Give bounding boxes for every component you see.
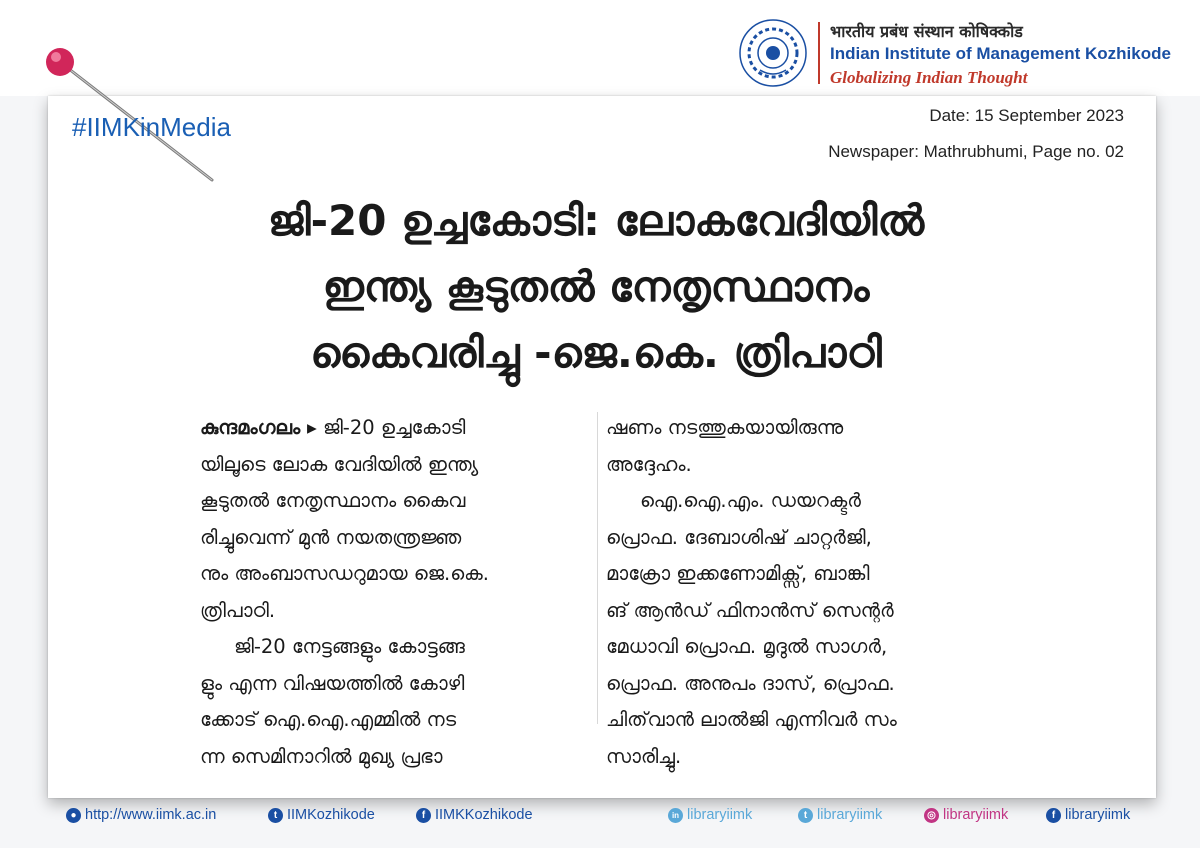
- article-headline: [196, 188, 996, 386]
- column-divider: [597, 412, 598, 724]
- article-line: ഷണം നടത്തുകയായിരുന്നു: [606, 416, 844, 439]
- article-line: ജി-20 നേട്ടങ്ങളും കോട്ടങ്ങ: [234, 635, 465, 658]
- instagram-library-link[interactable]: [924, 807, 1008, 823]
- facebook-icon: f: [1046, 808, 1061, 823]
- article-line: പ്രൊഫ. അനുപം ദാസ്, പ്രൊഫ.: [606, 671, 895, 695]
- linkedin-handle: libraryiimk: [687, 807, 753, 823]
- facebook-library-handle: libraryiimk: [1065, 807, 1131, 823]
- facebook-handle: IIMKKozhikode: [435, 807, 533, 823]
- iimk-seal-logo: [738, 18, 808, 88]
- logo-divider: [818, 22, 820, 84]
- article-line: കുന്ദമംഗലം ▸ ജി-20 ഉച്ചകോടി: [200, 416, 466, 439]
- article-line: ചിത്‌വാൻ ലാൽജി എന്നിവർ സം: [606, 708, 897, 731]
- dateline: കുന്ദമംഗലം ▸: [200, 416, 317, 439]
- hashtag-label: #IIMKinMedia: [72, 112, 231, 142]
- article-line: ളും എന്ന വിഷയത്തിൽ കോഴി: [200, 671, 465, 695]
- article-line: മേധാവി പ്രൊഫ. മൃദുൽ സാഗർ,: [606, 635, 888, 658]
- article-column-left: [200, 410, 592, 775]
- article-line: പ്രൊഫ. ദേബാശിഷ് ചാറ്റർജി,: [606, 525, 872, 549]
- facebook-icon: f: [416, 808, 431, 823]
- publication-date: Date: 15 September 2023: [929, 106, 1124, 125]
- linkedin-icon: in: [668, 808, 683, 823]
- twitter-icon: t: [268, 808, 283, 823]
- article-line: അദ്ദേഹം.: [606, 452, 692, 476]
- article-column-right: [606, 410, 998, 775]
- institute-tagline: Globalizing Indian Thought: [830, 68, 1028, 87]
- headline-line: കൈവരിച്ചു -ജെ.കെ. ത്രിപാഠി: [310, 328, 882, 377]
- article-line: ക്കോട് ഐ.ഐ.എമ്മിൽ നട: [200, 708, 457, 731]
- twitter-icon: t: [798, 808, 813, 823]
- article-line: മാക്രോ ഇക്കണോമിക്സ്, ബാങ്കി: [606, 562, 870, 585]
- headline-line: ജി-20 ഉച്ചകോടി: ലോകവേദിയിൽ: [267, 196, 925, 245]
- globe-icon: ●: [66, 808, 81, 823]
- instagram-handle: libraryiimk: [943, 807, 1009, 823]
- facebook-library-link[interactable]: [1046, 807, 1130, 823]
- facebook-link[interactable]: [416, 807, 533, 823]
- website-link[interactable]: [66, 807, 216, 823]
- twitter-library-handle: libraryiimk: [817, 807, 883, 823]
- linkedin-library-link[interactable]: [668, 807, 752, 823]
- headline-line: ഇന്ത്യ കൂടുതൽ നേതൃസ്ഥാനം: [322, 262, 870, 311]
- article-line: ഐ.ഐ.എം. ഡയറക്ടർ: [640, 489, 861, 512]
- newspaper-source: Newspaper: Mathrubhumi, Page no. 02: [828, 142, 1124, 161]
- article-line: ങ് ആൻഡ് ഫിനാൻസ് സെന്റർ: [606, 598, 894, 622]
- article-line: രിച്ചുവെന്ന് മുൻ നയതന്ത്രജ്ഞ: [200, 525, 462, 549]
- article-line: നും അംബാസഡറുമായ ജെ.കെ.: [200, 562, 489, 585]
- article-line: ന്ന സെമിനാറിൽ മുഖ്യ പ്രഭാ: [200, 744, 443, 768]
- twitter-handle: IIMKozhikode: [287, 807, 375, 823]
- twitter-library-link[interactable]: [798, 807, 882, 823]
- twitter-link[interactable]: [268, 807, 375, 823]
- article-line: കൂടുതൽ നേതൃസ്ഥാനം കൈവ: [200, 489, 466, 512]
- institute-name-english: Indian Institute of Management Kozhikode: [830, 44, 1171, 63]
- institute-name-hindi: भारतीय प्रबंध संस्थान कोषिक्कोड: [830, 22, 1023, 41]
- article-line: ത്രിപാഠി.: [200, 598, 276, 622]
- article-line: സാരിച്ചു.: [606, 744, 682, 768]
- article-line: യിലൂടെ ലോക വേദിയിൽ ഇന്ത്യ: [200, 452, 479, 476]
- instagram-icon: ◎: [924, 808, 939, 823]
- website-text: http://www.iimk.ac.in: [85, 807, 217, 823]
